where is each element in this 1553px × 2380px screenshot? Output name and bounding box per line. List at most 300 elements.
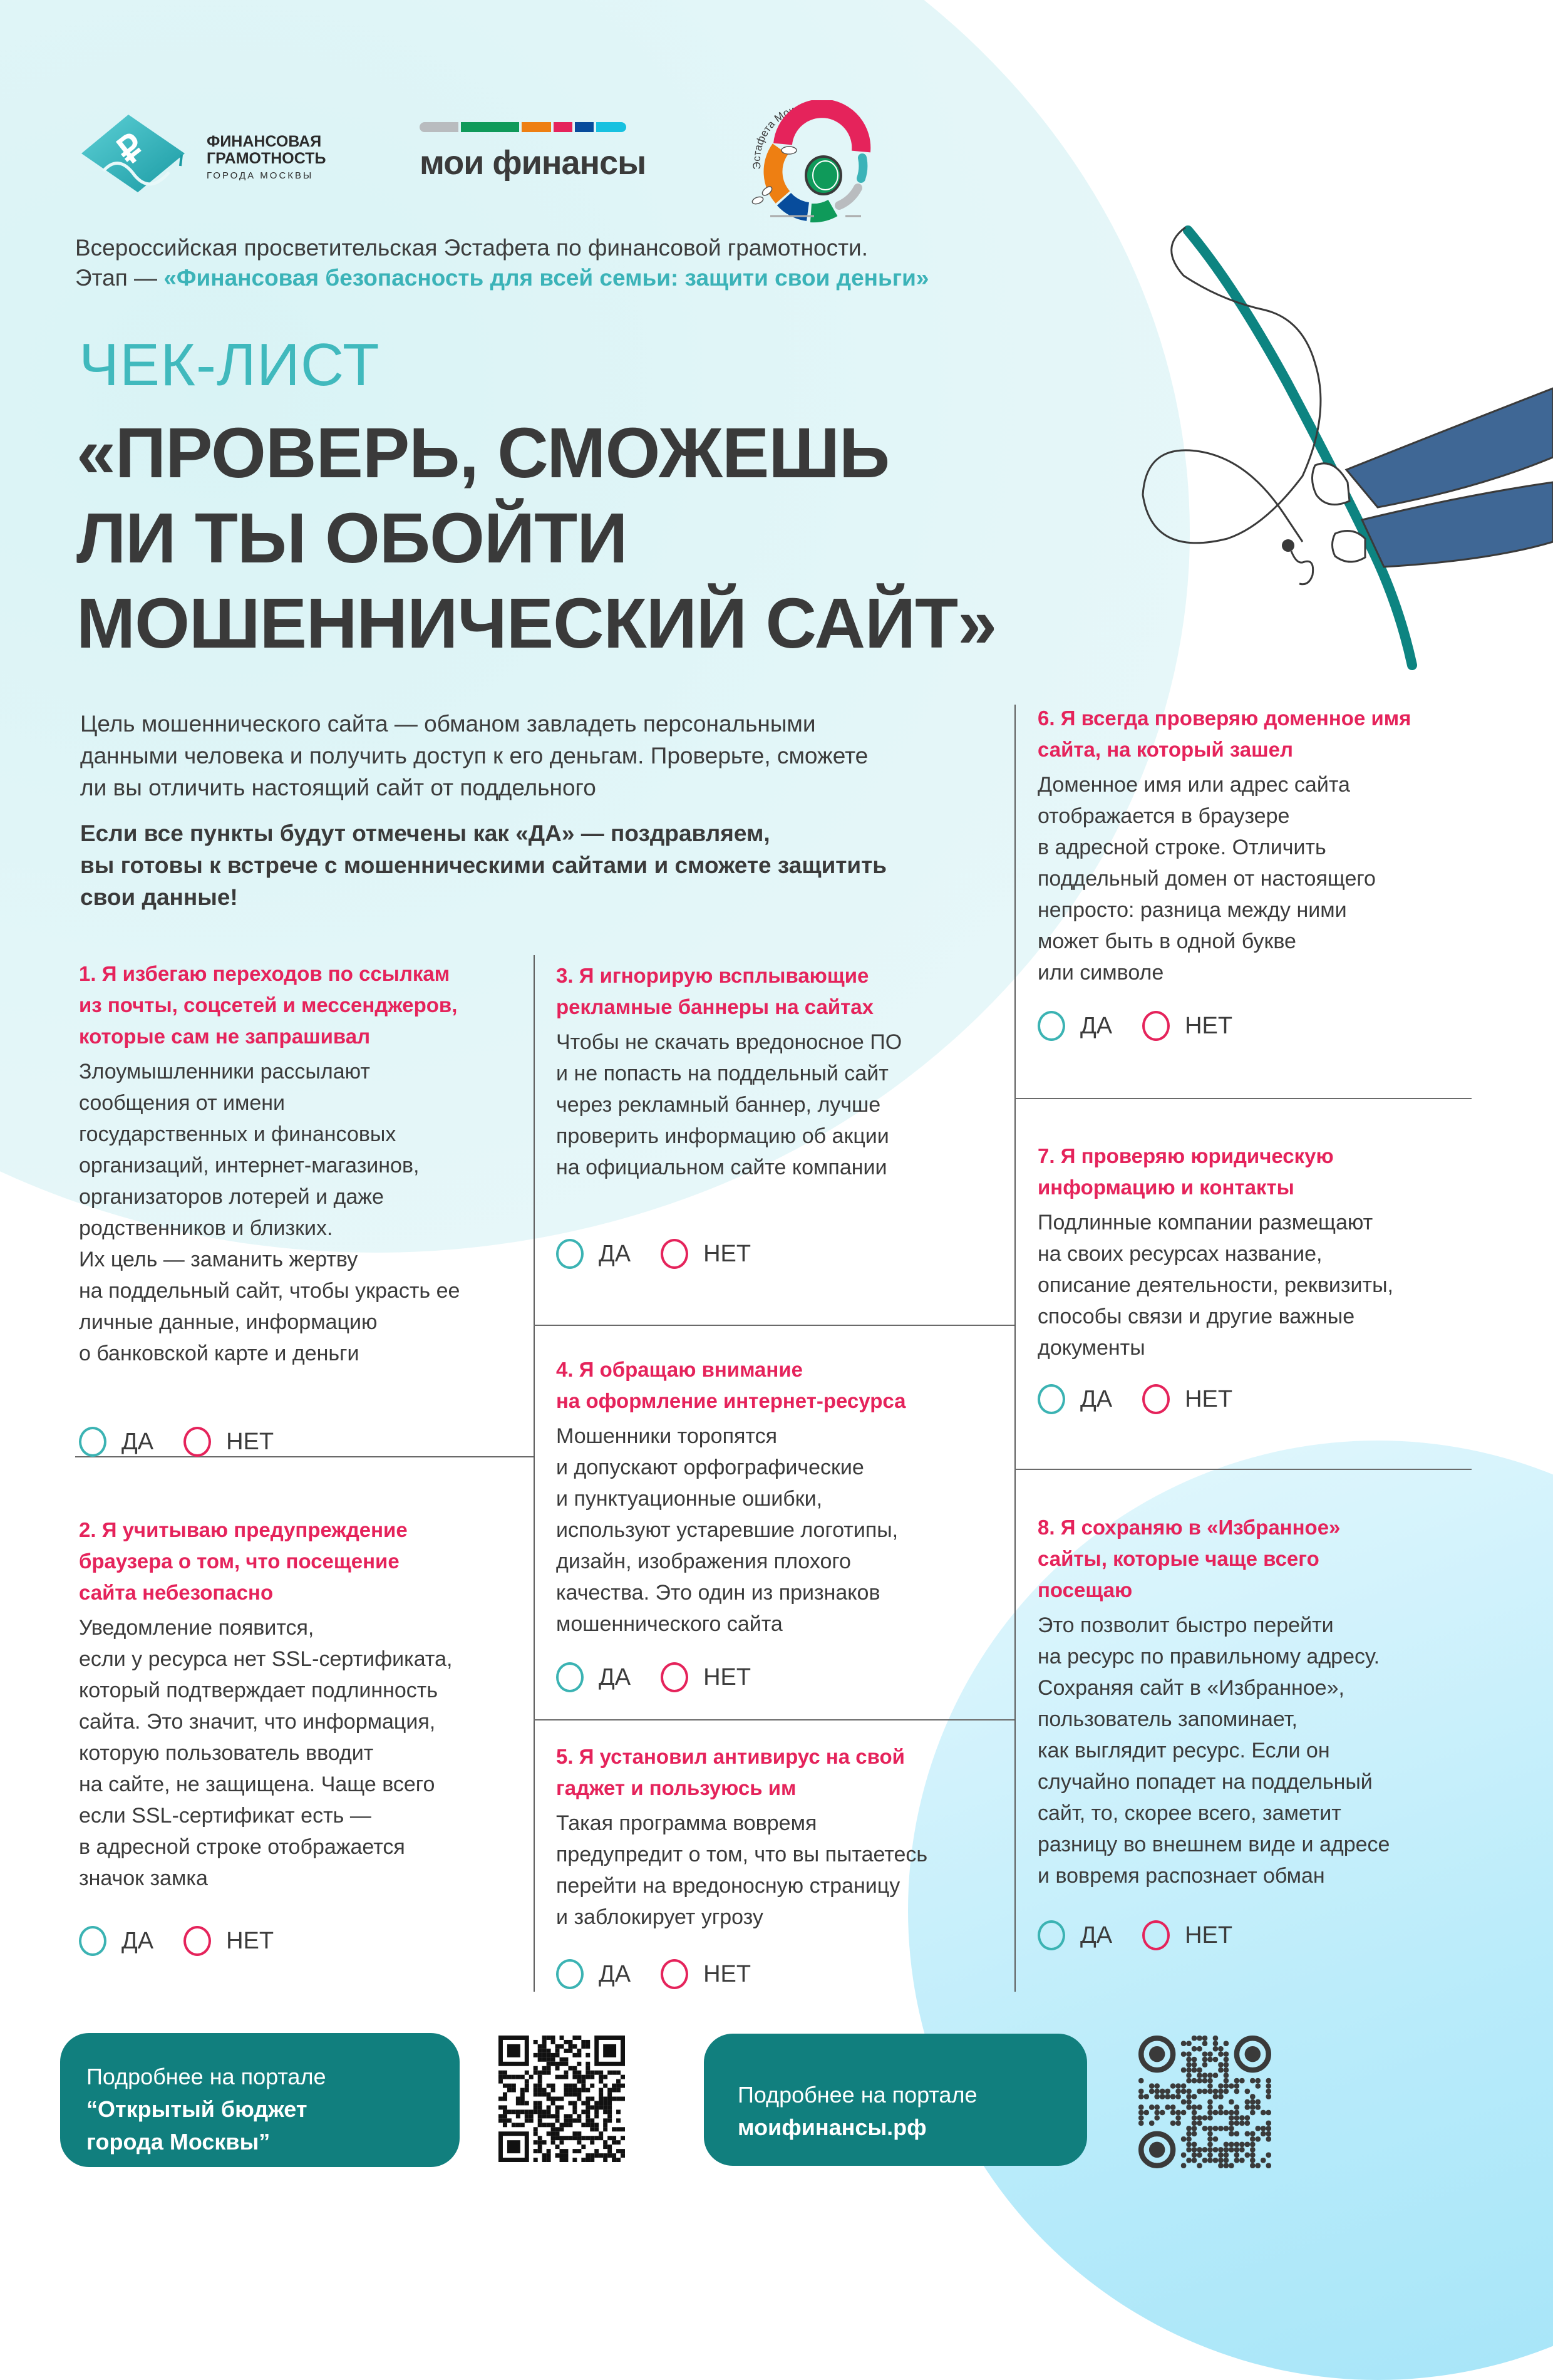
qr-module xyxy=(538,2057,542,2062)
qr-module xyxy=(529,2075,534,2079)
qr-module xyxy=(534,2053,538,2057)
answer-group-5 xyxy=(556,1959,781,1989)
yes-option[interactable] xyxy=(1038,1011,1112,1041)
column-divider xyxy=(1014,705,1016,1992)
radio-circle-icon[interactable] xyxy=(1038,1384,1065,1414)
qr-module xyxy=(590,2153,594,2158)
yes-option[interactable] xyxy=(1038,1920,1112,1950)
qr-module xyxy=(1138,2115,1143,2120)
qr-module xyxy=(1224,2083,1229,2088)
answer-group-1 xyxy=(79,1427,304,1457)
qr-module xyxy=(560,2136,564,2140)
qr-module xyxy=(529,2114,534,2118)
no-label: НЕТ xyxy=(703,1663,751,1690)
qr-module xyxy=(572,2109,577,2114)
lead-bold-line: вы готовы к встрече с мошенническими сайтами и сможете защитить xyxy=(80,852,887,878)
qr-module xyxy=(1197,2046,1202,2051)
qr-module xyxy=(568,2123,572,2127)
radio-circle-icon[interactable] xyxy=(1038,1920,1065,1950)
qr-module xyxy=(616,2149,621,2153)
intro-text xyxy=(75,233,929,293)
relay-logo-text: Эстафета Мои финансы xyxy=(750,101,847,170)
qr-module xyxy=(1234,2115,1239,2120)
item-body-line: перейти на вредоносную страницу xyxy=(556,1874,900,1898)
qr-module xyxy=(516,2101,520,2105)
qr-module xyxy=(607,2145,612,2149)
qr-module xyxy=(542,2088,547,2093)
item-body-line: проверить информацию об акции xyxy=(556,1124,889,1148)
qr-module xyxy=(525,2118,529,2123)
qr-module xyxy=(1245,2115,1250,2120)
qr-module xyxy=(534,2149,538,2153)
qr-module xyxy=(1245,2131,1250,2136)
qr-module xyxy=(560,2097,564,2101)
item-body-line: на своих ресурсах название, xyxy=(1038,1242,1323,1266)
qr-module xyxy=(560,2057,564,2062)
qr-module xyxy=(534,2084,538,2088)
qr-module xyxy=(1192,2115,1197,2120)
qr-module xyxy=(1202,2051,1207,2056)
qr-module xyxy=(586,2088,590,2093)
title-line: ЛИ ТЫ ОБОЙТИ xyxy=(76,499,627,577)
qr-module xyxy=(538,2071,542,2075)
qr-module xyxy=(560,2123,564,2127)
qr-finder xyxy=(603,2044,616,2057)
yes-option[interactable] xyxy=(556,1239,631,1269)
qr-module xyxy=(1224,2110,1229,2115)
qr-module xyxy=(1207,2083,1212,2088)
qr-module xyxy=(616,2088,621,2093)
qr-module xyxy=(1197,2153,1202,2158)
qr-module xyxy=(1192,2121,1197,2126)
qr-module xyxy=(1165,2104,1170,2109)
qr-module xyxy=(621,2149,625,2153)
title-line: МОШЕННИЧЕСКИЙ САЙТ» xyxy=(76,584,997,663)
qr-module xyxy=(590,2118,594,2123)
qr-module xyxy=(1192,2153,1197,2158)
qr-module xyxy=(572,2053,577,2057)
qr-module xyxy=(1213,2036,1218,2041)
qr-module xyxy=(572,2093,577,2097)
item-title-line: посещаю xyxy=(1038,1578,1133,1601)
qr-module xyxy=(503,2118,507,2123)
qr-module xyxy=(538,2075,542,2079)
item-body-line: Это позволит быстро перейти xyxy=(1038,1613,1334,1637)
qr-module xyxy=(586,2062,590,2066)
qr-module xyxy=(1261,2126,1266,2131)
qr-module xyxy=(525,2084,529,2088)
qr-module xyxy=(1266,2136,1271,2141)
item-body-line: если SSL-сертификат есть — xyxy=(79,1804,371,1828)
qr-module xyxy=(1192,2131,1197,2136)
item-body-line: Мошенники торопятся xyxy=(556,1424,777,1448)
qr-module xyxy=(542,2140,547,2145)
answer-group-4 xyxy=(556,1662,781,1692)
qr-module xyxy=(525,2114,529,2118)
qr-module xyxy=(512,2123,516,2127)
qr-module xyxy=(547,2149,551,2153)
qr-module xyxy=(547,2049,551,2053)
qr-module xyxy=(503,2071,507,2075)
stage-prefix: Этап — xyxy=(75,265,164,291)
qr-finder xyxy=(1149,2046,1165,2062)
qr-module xyxy=(503,2105,507,2109)
qr-module xyxy=(572,2101,577,2105)
no-label: НЕТ xyxy=(1185,1012,1233,1039)
qr-module xyxy=(538,2109,542,2114)
qr-module xyxy=(547,2057,551,2062)
radio-circle-icon[interactable] xyxy=(79,1427,106,1457)
qr-module xyxy=(498,2071,503,2075)
no-option[interactable] xyxy=(661,1662,751,1692)
qr-module xyxy=(1170,2083,1175,2088)
qr-module xyxy=(555,2114,560,2118)
qr-module xyxy=(1197,2115,1202,2120)
qr-module xyxy=(1250,2131,1255,2136)
qr-module xyxy=(607,2101,612,2105)
qr-module xyxy=(1234,2089,1239,2094)
qr-module xyxy=(542,2049,547,2053)
item-body-line: сайт, то, скорее всего, заметит xyxy=(1038,1801,1341,1825)
qr-module xyxy=(577,2097,581,2101)
qr-module xyxy=(1213,2158,1218,2163)
qr-module xyxy=(542,2153,547,2158)
qr-module xyxy=(1154,2104,1159,2109)
qr-module xyxy=(542,2114,547,2118)
row-divider xyxy=(534,1325,1014,1326)
lead-line: данными человека и получить доступ к его деньгам. Проверьте, сможете xyxy=(80,743,869,768)
qr-module xyxy=(594,2105,599,2109)
qr-module xyxy=(538,2084,542,2088)
qr-module xyxy=(534,2127,538,2131)
qr-module xyxy=(560,2149,564,2153)
qr-module xyxy=(1218,2147,1223,2152)
qr-module xyxy=(586,2097,590,2101)
qr-module xyxy=(1266,2163,1271,2168)
item-title xyxy=(556,1741,927,1804)
qr-module xyxy=(1186,2136,1191,2141)
radio-circle-icon[interactable] xyxy=(556,1239,584,1269)
qr-module xyxy=(1143,2110,1148,2115)
qr-module xyxy=(538,2101,542,2105)
yes-label: ДА xyxy=(1080,1922,1113,1948)
radio-circle-icon[interactable] xyxy=(1142,1920,1170,1950)
item-title xyxy=(556,960,902,1023)
qr-module xyxy=(599,2088,603,2093)
no-option[interactable] xyxy=(183,1926,274,1956)
qr-module xyxy=(581,2040,586,2044)
qr-module xyxy=(555,2049,560,2053)
item-body-line: может быть в одной букве xyxy=(1038,929,1296,953)
qr-module xyxy=(538,2118,542,2123)
qr-module xyxy=(555,2044,560,2049)
qr-module xyxy=(555,2062,560,2066)
qr-module xyxy=(586,2136,590,2140)
qr-module xyxy=(551,2114,555,2118)
qr-module xyxy=(1170,2104,1175,2109)
qr-module xyxy=(564,2075,568,2079)
qr-module xyxy=(560,2153,564,2158)
item-body-line: на поддельный сайт, чтобы украсть ее xyxy=(79,1279,460,1303)
item-body-line: сообщения от имени xyxy=(79,1091,286,1115)
qr-module xyxy=(525,2109,529,2114)
item-body-line: Злоумышленники рассылают xyxy=(79,1060,370,1084)
no-option[interactable] xyxy=(661,1959,751,1989)
lead-bold-line: Если все пункты будут отмечены как «ДА» — поздравляем, xyxy=(80,820,770,846)
qr-module xyxy=(577,2136,581,2140)
radio-circle-icon[interactable] xyxy=(1142,1384,1170,1414)
item-title-line: информацию и контакты xyxy=(1038,1176,1294,1199)
qr-module xyxy=(525,2071,529,2075)
qr-module xyxy=(516,2097,520,2101)
qr-code-moifinansy[interactable] xyxy=(1138,2036,1271,2168)
qr-module xyxy=(507,2084,512,2088)
qr-module xyxy=(572,2044,577,2049)
qr-module xyxy=(1192,2126,1197,2131)
no-option[interactable] xyxy=(1142,1384,1232,1414)
qr-module xyxy=(616,2118,621,2123)
qr-module xyxy=(1207,2104,1212,2109)
qr-module xyxy=(594,2153,599,2158)
qr-module xyxy=(551,2040,555,2044)
qr-module xyxy=(607,2097,612,2101)
qr-module xyxy=(1192,2046,1197,2051)
item-title-line: которые сам не запрашивал xyxy=(79,1025,371,1048)
item-body-line: Чтобы не скачать вредоносное ПО xyxy=(556,1030,902,1054)
no-option[interactable] xyxy=(183,1427,274,1457)
item-body-line: пользователь запоминает, xyxy=(1038,1707,1298,1731)
qr-module xyxy=(1138,2089,1143,2094)
item-body-line: документы xyxy=(1038,1336,1145,1360)
qr-module xyxy=(590,2084,594,2088)
qr-module xyxy=(603,2158,607,2162)
radio-circle-icon[interactable] xyxy=(1142,1011,1170,1041)
qr-module xyxy=(564,2114,568,2118)
open-budget-portal-link[interactable] xyxy=(60,2033,460,2167)
qr-module xyxy=(1207,2147,1212,2152)
qr-module xyxy=(1149,2083,1154,2088)
qr-module xyxy=(1175,2094,1180,2099)
qr-module xyxy=(1138,2094,1143,2099)
qr-module xyxy=(568,2101,572,2105)
qr-module xyxy=(1218,2089,1223,2094)
qr-module xyxy=(1234,2142,1239,2147)
qr-module xyxy=(1213,2126,1218,2131)
qr-module xyxy=(1197,2067,1202,2072)
item-body xyxy=(79,1612,452,1894)
qr-module xyxy=(516,2114,520,2118)
qr-finder xyxy=(507,2044,520,2057)
qr-module xyxy=(560,2062,564,2066)
qr-module xyxy=(1202,2057,1207,2062)
answer-group-2 xyxy=(79,1926,304,1956)
item-body-line: значок замка xyxy=(79,1866,208,1890)
item-title-line: 1. Я избегаю переходов по ссылкам xyxy=(79,962,450,985)
qr-module xyxy=(1202,2115,1207,2120)
qr-module xyxy=(586,2075,590,2079)
qr-module xyxy=(551,2127,555,2131)
qr-module xyxy=(599,2101,603,2105)
qr-module xyxy=(581,2088,586,2093)
qr-module xyxy=(621,2097,625,2101)
moifinansy-portal-link[interactable] xyxy=(704,2034,1087,2166)
qr-module xyxy=(538,2044,542,2049)
qr-module xyxy=(560,2044,564,2049)
qr-module xyxy=(534,2109,538,2114)
checklist-item-5 xyxy=(556,1741,927,1933)
qr-module xyxy=(1245,2153,1250,2158)
radio-circle-icon[interactable] xyxy=(183,1926,211,1956)
qr-module xyxy=(1181,2110,1186,2115)
qr-module xyxy=(607,2093,612,2097)
qr-module xyxy=(516,2123,520,2127)
qr-module xyxy=(520,2101,525,2105)
item-body-line: и допускают орфографические xyxy=(556,1456,864,1479)
qr-code-open-budget[interactable] xyxy=(498,2036,625,2162)
qr-module xyxy=(542,2036,547,2040)
qr-module xyxy=(512,2075,516,2079)
qr-module xyxy=(1165,2089,1170,2094)
item-body-line: непросто: разница между ними xyxy=(1038,898,1347,922)
item-title xyxy=(1038,1141,1393,1203)
answer-group-7 xyxy=(1038,1384,1262,1414)
qr-module xyxy=(1192,2078,1197,2083)
qr-module xyxy=(1213,2072,1218,2077)
qr-module xyxy=(555,2097,560,2101)
radio-circle-icon[interactable] xyxy=(661,1662,688,1692)
item-body-line: если у ресурса нет SSL-сертификата, xyxy=(79,1647,453,1671)
qr-module xyxy=(594,2101,599,2105)
checklist-item-2 xyxy=(79,1514,452,1894)
no-option[interactable] xyxy=(661,1239,751,1269)
no-option[interactable] xyxy=(1142,1920,1232,1950)
fishing-rod-illustration xyxy=(1115,225,1553,689)
yes-option[interactable] xyxy=(79,1926,153,1956)
item-title-line: сайты, которые чаще всего xyxy=(1038,1547,1319,1570)
qr-module xyxy=(512,2088,516,2093)
radio-circle-icon[interactable] xyxy=(1038,1011,1065,1041)
item-title-line: 3. Я игнорирую всплывающие xyxy=(556,964,869,987)
item-body-line: как выглядит ресурс. Если он xyxy=(1038,1739,1330,1762)
qr-module xyxy=(586,2071,590,2075)
qr-module xyxy=(1192,2147,1197,2152)
qr-module xyxy=(607,2136,612,2140)
yes-option[interactable] xyxy=(1038,1384,1112,1414)
qr-module xyxy=(1186,2041,1191,2046)
qr-module xyxy=(1256,2083,1261,2088)
no-option[interactable] xyxy=(1142,1011,1232,1041)
qr-module xyxy=(555,2075,560,2079)
qr-module xyxy=(1266,2126,1271,2131)
yes-option[interactable] xyxy=(556,1662,631,1692)
qr-module xyxy=(538,2149,542,2153)
qr-module xyxy=(568,2136,572,2140)
qr-module xyxy=(577,2062,581,2066)
yes-option[interactable] xyxy=(556,1959,631,1989)
qr-module xyxy=(503,2075,507,2079)
qr-module xyxy=(572,2084,577,2088)
qr-module xyxy=(1186,2131,1191,2136)
qr-module xyxy=(547,2105,551,2109)
item-body-line: Такая программа вовремя xyxy=(556,1811,817,1835)
qr-module xyxy=(581,2079,586,2084)
item-body-line: Доменное имя или адрес сайта xyxy=(1038,773,1350,797)
qr-module xyxy=(534,2088,538,2093)
qr-module xyxy=(577,2088,581,2093)
qr-module xyxy=(572,2149,577,2153)
qr-finder xyxy=(507,2140,520,2153)
qr-module xyxy=(542,2044,547,2049)
qr-module xyxy=(555,2131,560,2136)
qr-module xyxy=(1224,2089,1229,2094)
qr-module xyxy=(607,2153,612,2158)
qr-module xyxy=(586,2105,590,2109)
qr-module xyxy=(603,2145,607,2149)
radio-circle-icon[interactable] xyxy=(556,1662,584,1692)
qr-module xyxy=(1229,2163,1234,2168)
qr-module xyxy=(1197,2147,1202,2152)
qr-module xyxy=(1154,2083,1159,2088)
qr-module xyxy=(534,2040,538,2044)
qr-module xyxy=(529,2109,534,2114)
qr-module xyxy=(507,2075,512,2079)
qr-module xyxy=(1202,2036,1207,2041)
yes-option[interactable] xyxy=(79,1427,153,1457)
graduation-cap-ruble-icon xyxy=(75,110,200,197)
qr-module xyxy=(1224,2041,1229,2046)
qr-module xyxy=(1245,2089,1250,2094)
item-body xyxy=(79,1056,460,1369)
qr-module xyxy=(520,2093,525,2097)
qr-module xyxy=(1154,2089,1159,2094)
qr-module xyxy=(603,2101,607,2105)
qr-module xyxy=(525,2079,529,2084)
qr-module xyxy=(1170,2110,1175,2115)
qr-module xyxy=(586,2066,590,2071)
qr-module xyxy=(1192,2104,1197,2109)
qr-module xyxy=(568,2084,572,2088)
qr-module xyxy=(621,2153,625,2158)
radio-circle-icon[interactable] xyxy=(661,1959,688,1989)
radio-circle-icon[interactable] xyxy=(183,1427,211,1457)
item-body-line: на сайте, не защищена. Чаще всего xyxy=(79,1772,435,1796)
yes-label: ДА xyxy=(599,1663,631,1690)
qr-module xyxy=(581,2123,586,2127)
qr-module xyxy=(581,2145,586,2149)
qr-module xyxy=(564,2084,568,2088)
qr-module xyxy=(599,2079,603,2084)
answer-group-8 xyxy=(1038,1920,1262,1950)
qr-module xyxy=(1138,2110,1143,2115)
title-line: «ПРОВЕРЬ, СМОЖЕШЬ xyxy=(76,413,890,492)
qr-module xyxy=(594,2127,599,2131)
qr-module xyxy=(1181,2163,1186,2168)
qr-module xyxy=(1149,2121,1154,2126)
qr-module xyxy=(547,2062,551,2066)
radio-circle-icon[interactable] xyxy=(556,1959,584,1989)
qr-module xyxy=(599,2131,603,2136)
radio-circle-icon[interactable] xyxy=(79,1926,106,1956)
qr-module xyxy=(1207,2115,1212,2120)
item-body-line: разницу во внешнем виде и адресе xyxy=(1038,1833,1390,1856)
radio-circle-icon[interactable] xyxy=(661,1239,688,1269)
qr-module xyxy=(534,2105,538,2109)
qr-module xyxy=(520,2109,525,2114)
qr-module xyxy=(1181,2083,1186,2088)
qr-module xyxy=(1218,2110,1223,2115)
qr-module xyxy=(1218,2067,1223,2072)
qr-module xyxy=(1250,2142,1255,2147)
